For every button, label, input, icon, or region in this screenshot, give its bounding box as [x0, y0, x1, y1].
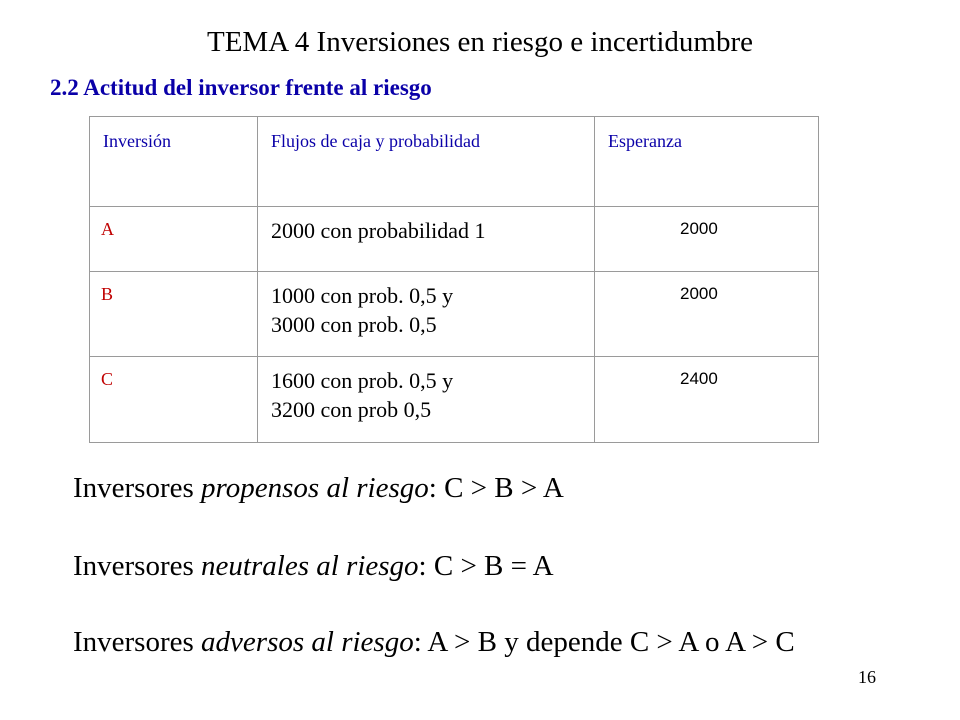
slide-title: TEMA 4 Inversiones en riesgo e incertidumbre: [206, 26, 753, 58]
expectation-value: 2400: [680, 369, 718, 388]
statement-ordering: : C > B > A: [428, 472, 564, 504]
cell-cash-flows: [258, 272, 595, 357]
investment-id: C: [101, 369, 114, 389]
cell-expectation: [595, 357, 819, 443]
statement-risk-seeking: [73, 470, 564, 506]
cash-flow-line: 3000 con prob. 0,5: [271, 312, 437, 337]
page-number: 16: [858, 667, 876, 687]
table-row: [90, 272, 819, 357]
cash-flow-line: 2000 con probabilidad 1: [271, 218, 486, 243]
cash-flow-line: 3200 con prob 0,5: [271, 397, 432, 422]
statement-ordering: : A > B y depende C > A o A > C: [413, 626, 795, 658]
statement-attitude: propensos al riesgo: [201, 472, 429, 504]
header-expectation: Esperanza: [608, 131, 682, 151]
cell-cash-flows: [258, 207, 595, 272]
investment-id: A: [101, 219, 114, 239]
statement-risk-neutral: [73, 548, 554, 584]
statement-risk-averse: [73, 624, 795, 660]
header-investment: Inversión: [103, 131, 171, 151]
header-cell-investment: [90, 117, 258, 207]
cell-investment-id: [90, 272, 258, 357]
table-row: [90, 207, 819, 272]
statement-prefix: Inversores: [73, 626, 202, 658]
expectation-value: 2000: [680, 284, 718, 303]
cash-flow-line: 1600 con prob. 0,5 y: [271, 368, 454, 393]
statement-ordering: : C > B = A: [418, 550, 554, 582]
header-cell-expectation: [595, 117, 819, 207]
statement-prefix: Inversores: [73, 550, 202, 582]
cell-investment-id: [90, 207, 258, 272]
statement-attitude: adversos al riesgo: [201, 626, 414, 658]
cash-flow-line: 1000 con prob. 0,5 y: [271, 283, 454, 308]
header-cell-cash-flows: [258, 117, 595, 207]
header-cash-flows: Flujos de caja y probabilidad: [271, 131, 480, 151]
expectation-value: 2000: [680, 219, 718, 238]
section-heading: 2.2 Actitud del inversor frente al riesgo: [50, 75, 432, 100]
cash-flow-text: [258, 207, 594, 245]
table-header-row: [90, 117, 819, 207]
cell-investment-id: [90, 357, 258, 443]
cell-expectation: [595, 272, 819, 357]
cash-flow-text: [258, 272, 594, 339]
investment-table: [89, 116, 819, 443]
statement-prefix: Inversores: [73, 472, 202, 504]
cell-cash-flows: [258, 357, 595, 443]
statement-attitude: neutrales al riesgo: [201, 550, 419, 582]
cash-flow-text: [258, 357, 594, 424]
investment-id: B: [101, 284, 114, 304]
cell-expectation: [595, 207, 819, 272]
table-row: [90, 357, 819, 443]
